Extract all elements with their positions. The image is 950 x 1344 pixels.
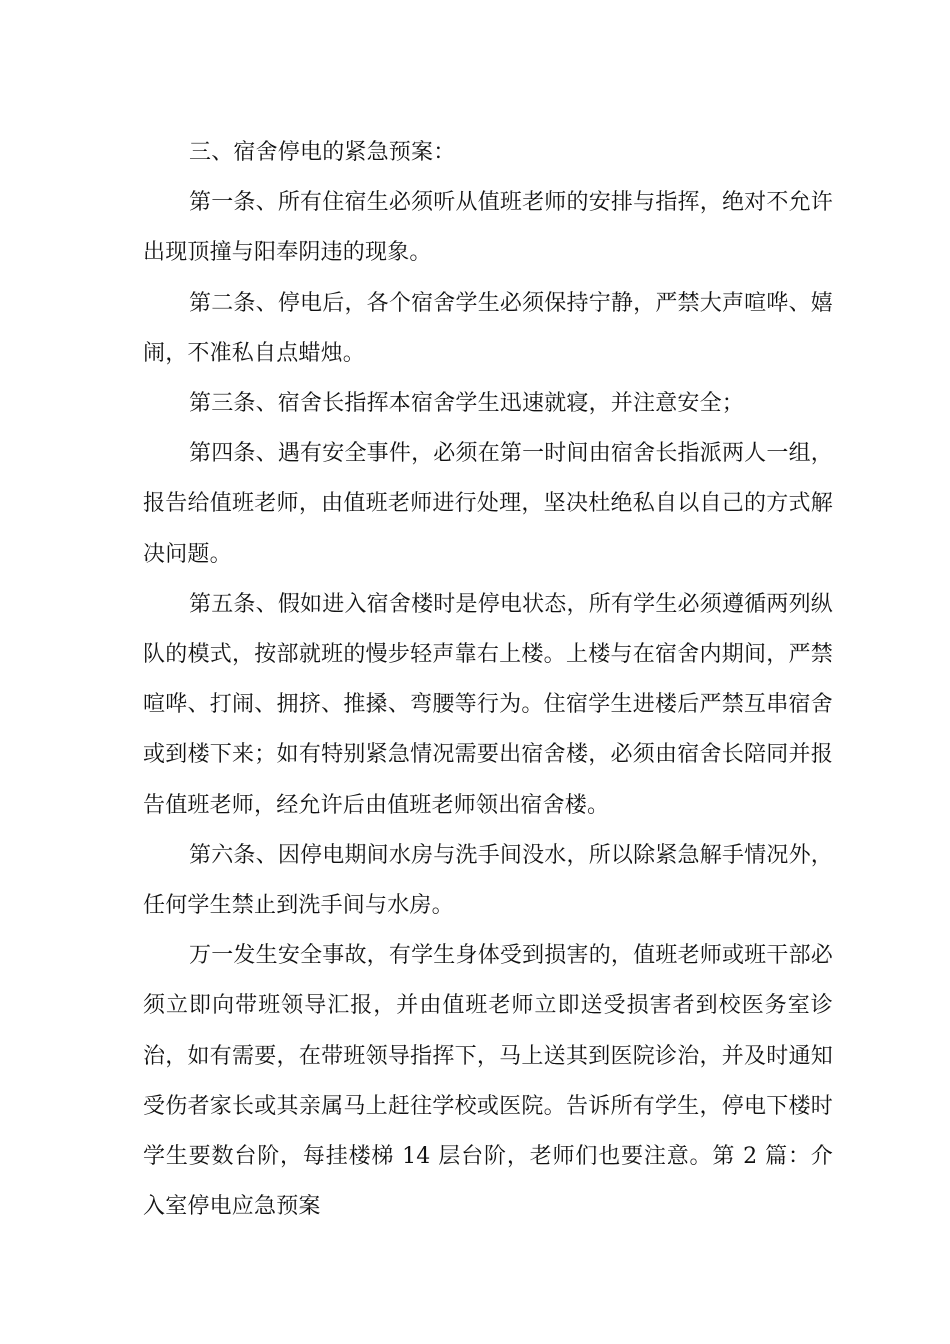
paragraph-article-5: 第五条、假如进入宿舍楼时是停电状态，所有学生必须遵循两列纵队的模式，按部就班的慢步轻声靠右上楼。上楼与在宿舍内期间，严禁喧哗、打闹、拥挤、推搡、弯腰等行为。住宿学生进楼后严禁互串宿舍或到楼下来；如有特别紧急情况需要出宿舍楼，必须由宿舍长陪同并报告值班老师，经允许后由值班老师领出宿舍楼。 <box>143 591 833 818</box>
paragraph-article-1: 第一条、所有住宿生必须听从值班老师的安排与指挥，绝对不允许出现顶撞与阳奉阴违的现象。 <box>143 190 833 266</box>
paragraph-accident <box>143 931 833 1232</box>
paragraph-article-3: 第三条、宿舍长指挥本宿舍学生迅速就寝，并注意安全； <box>189 391 745 417</box>
paragraph-article-4: 第四条、遇有安全事件，必须在第一时间由宿舍长指派两人一组，报告给值班老师，由值班老师进行处理，坚决杜绝私自以自己的方式解决问题。 <box>143 441 833 567</box>
next-chapter-heading: 第 2 篇：介入室停电应急预案 <box>143 1144 833 1220</box>
accident-text: 万一发生安全事故，有学生身体受到损害的，值班老师或班干部必须立即向带班领导汇报，并由值班老师立即送受损害者到校医务室诊治，如有需要，在带班领导指挥下，马上送其到医院诊治，并及时通知受伤者家长或其亲属马上赶往学校或医院。告诉所有学生，停电下楼时学生要数台阶，每挂楼梯 14 层台阶，老师们也要注意。 <box>143 943 833 1170</box>
paragraph-article-6: 第六条、因停电期间水房与洗手间没水，所以除紧急解手情况外，任何学生禁止到洗手间与水房。 <box>143 842 833 919</box>
document-body <box>143 128 833 1232</box>
section-heading: 三、宿舍停电的紧急预案： <box>189 140 456 165</box>
paragraph-article-2: 第二条、停电后，各个宿舍学生必须保持宁静，严禁大声喧哗、嬉闹，不准私自点蜡烛。 <box>143 290 833 366</box>
